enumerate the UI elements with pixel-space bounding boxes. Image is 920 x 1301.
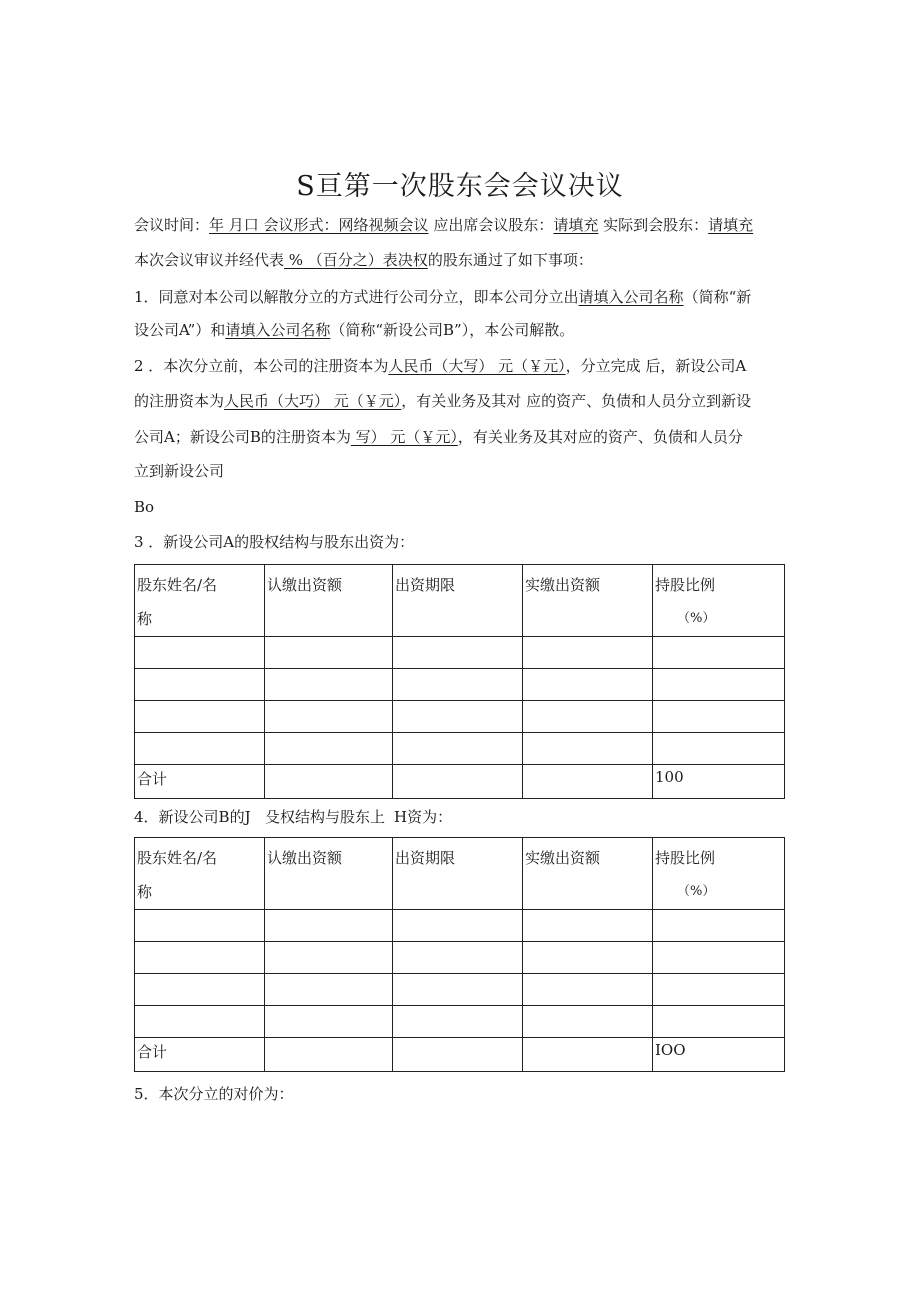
header-cell: 出资期限 [393, 838, 523, 910]
header-cell: 认缴出资额 [265, 565, 393, 637]
header-cell: 股东姓名/名 称 [135, 565, 265, 637]
item-1-text: （简称“新设公司B”），本公司解散。 [330, 321, 575, 339]
original-capital: 人民币（大写） 元（￥元） [388, 357, 566, 375]
item-2-text: 公司A；新设公司B的注册资本为 [134, 428, 351, 446]
table-row [135, 733, 785, 765]
table-total-row [135, 1038, 785, 1072]
table-row [135, 974, 785, 1006]
meeting-info-line [134, 215, 794, 235]
item-2-text: 2 ．本次分立前，本公司的注册资本为 [134, 357, 389, 375]
actual-value: 请填充 [708, 216, 754, 234]
company-b-capital: 写） 元（￥元） [350, 428, 458, 446]
approval-line [134, 250, 794, 270]
total-label: 合计 [135, 1038, 265, 1072]
header-cell: 股东姓名/名 称 [135, 838, 265, 910]
item-4-text: 4．新设公司B的J [134, 808, 251, 826]
item-2-line-2 [134, 391, 794, 411]
item-2-text: 的注册资本为 [134, 392, 225, 410]
table-row [135, 637, 785, 669]
company-b-name: 请填入公司名称 [225, 321, 331, 339]
header-cell: 持股比例 （%） [653, 838, 785, 910]
item-3-label: 3 ．新设公司A的股权结构与股东出资为： [134, 533, 415, 551]
attend-label: 应出席会议股东： [428, 216, 554, 234]
item-2-text: ，分立完成 后，新设公司A [565, 357, 747, 375]
header-cell: 认缴出资额 [265, 838, 393, 910]
meeting-time-value: 年 月口 会议形式：网络视频会议 [209, 216, 429, 234]
table-row [135, 669, 785, 701]
actual-label: 实际到会股东： [598, 216, 709, 234]
item-2-text: ，有关业务及其对应的资产、负债和人员分 [457, 428, 743, 446]
item-1-text: （简称“新 [683, 288, 752, 306]
table-total-row [135, 765, 785, 799]
item-5-label: 5．本次分立的对价为： [134, 1085, 294, 1103]
item-2-line-3 [134, 427, 794, 447]
item-2-line-4: 立到新设公司 [134, 462, 225, 480]
item-4-text: H资为： [394, 808, 453, 826]
item-2-line-5: Bo [134, 498, 155, 516]
meeting-time-label: 会议时间： [134, 216, 210, 234]
company-b-equity-table [134, 837, 785, 1072]
item-2-text: ，有关业务及其对 应的资产、负债和人员分立到新设 [401, 392, 752, 410]
document-title: S亘第一次股东会会议决议 [296, 171, 624, 202]
company-a-name: 请填入公司名称 [578, 288, 684, 306]
total-value: IOO [653, 1038, 785, 1072]
company-a-equity-table [134, 564, 785, 799]
item-1-line-2 [134, 320, 794, 340]
table-header-row [135, 565, 785, 637]
item-1-text: 设公司A”）和 [134, 321, 226, 339]
table-row [135, 942, 785, 974]
header-cell: 出资期限 [393, 565, 523, 637]
header-cell: 实缴出资额 [523, 565, 653, 637]
approval-prefix: 本次会议审议并经代表 [134, 251, 285, 269]
approval-suffix: 的股东通过了如下事项： [427, 251, 593, 269]
header-cell: 实缴出资额 [523, 838, 653, 910]
table-row [135, 1006, 785, 1038]
total-value: 100 [653, 765, 785, 799]
header-cell: 持股比例 （%） [653, 565, 785, 637]
attend-value: 请填充 [553, 216, 599, 234]
company-a-capital: 人民币（大巧） 元（￥元） [224, 392, 402, 410]
total-label: 合计 [135, 765, 265, 799]
item-2-line-1 [134, 356, 794, 376]
approval-percent: % （百分之）表决权 [284, 251, 428, 269]
table-header-row [135, 838, 785, 910]
table-row [135, 910, 785, 942]
item-1-text: 1．同意对本公司以解散分立的方式进行公司分立，即本公司分立出 [134, 288, 579, 306]
item-4-label [134, 807, 554, 827]
item-1-line-1 [134, 287, 794, 307]
item-4-text: 殳权结构与股东上 [265, 808, 386, 826]
table-row [135, 701, 785, 733]
